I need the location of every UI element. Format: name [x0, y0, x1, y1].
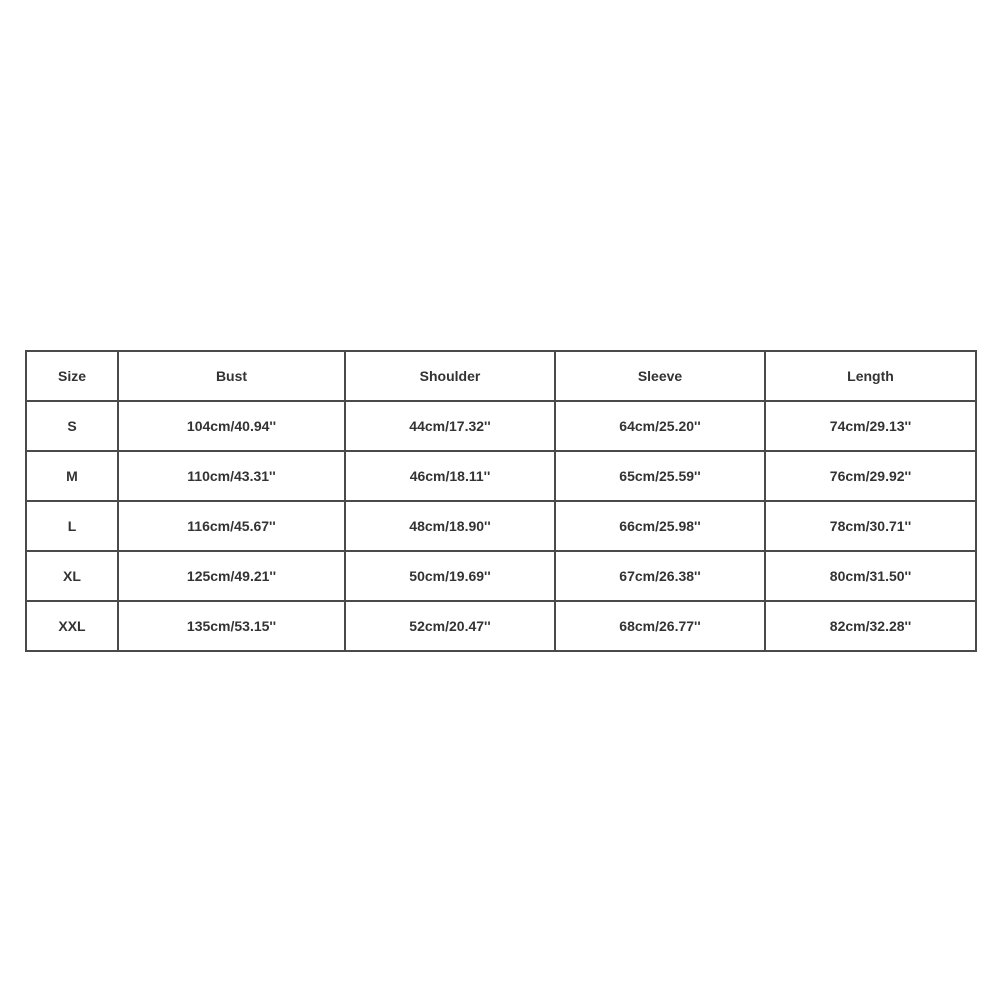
cell-length: 80cm/31.50'': [765, 551, 976, 601]
cell-size: XL: [26, 551, 118, 601]
header-bust: Bust: [118, 351, 345, 401]
cell-sleeve: 64cm/25.20'': [555, 401, 765, 451]
cell-shoulder: 44cm/17.32'': [345, 401, 555, 451]
table-row: [26, 601, 976, 651]
cell-bust: 110cm/43.31'': [118, 451, 345, 501]
cell-bust: 104cm/40.94'': [118, 401, 345, 451]
cell-length: 76cm/29.92'': [765, 451, 976, 501]
cell-sleeve: 65cm/25.59'': [555, 451, 765, 501]
header-sleeve: Sleeve: [555, 351, 765, 401]
table-row: [26, 501, 976, 551]
cell-sleeve: 66cm/25.98'': [555, 501, 765, 551]
cell-shoulder: 48cm/18.90'': [345, 501, 555, 551]
table-row: [26, 401, 976, 451]
size-chart-header: [26, 351, 976, 401]
cell-sleeve: 68cm/26.77'': [555, 601, 765, 651]
cell-size: M: [26, 451, 118, 501]
cell-bust: 135cm/53.15'': [118, 601, 345, 651]
cell-size: L: [26, 501, 118, 551]
cell-shoulder: 52cm/20.47'': [345, 601, 555, 651]
cell-bust: 116cm/45.67'': [118, 501, 345, 551]
header-row: [26, 351, 976, 401]
cell-length: 78cm/30.71'': [765, 501, 976, 551]
table-row: [26, 451, 976, 501]
header-size: Size: [26, 351, 118, 401]
cell-shoulder: 46cm/18.11'': [345, 451, 555, 501]
header-shoulder: Shoulder: [345, 351, 555, 401]
size-chart-table: [25, 350, 977, 652]
cell-size: XXL: [26, 601, 118, 651]
cell-shoulder: 50cm/19.69'': [345, 551, 555, 601]
cell-size: S: [26, 401, 118, 451]
table-row: [26, 551, 976, 601]
header-length: Length: [765, 351, 976, 401]
cell-sleeve: 67cm/26.38'': [555, 551, 765, 601]
cell-length: 74cm/29.13'': [765, 401, 976, 451]
cell-length: 82cm/32.28'': [765, 601, 976, 651]
size-chart-body: [26, 401, 976, 651]
cell-bust: 125cm/49.21'': [118, 551, 345, 601]
